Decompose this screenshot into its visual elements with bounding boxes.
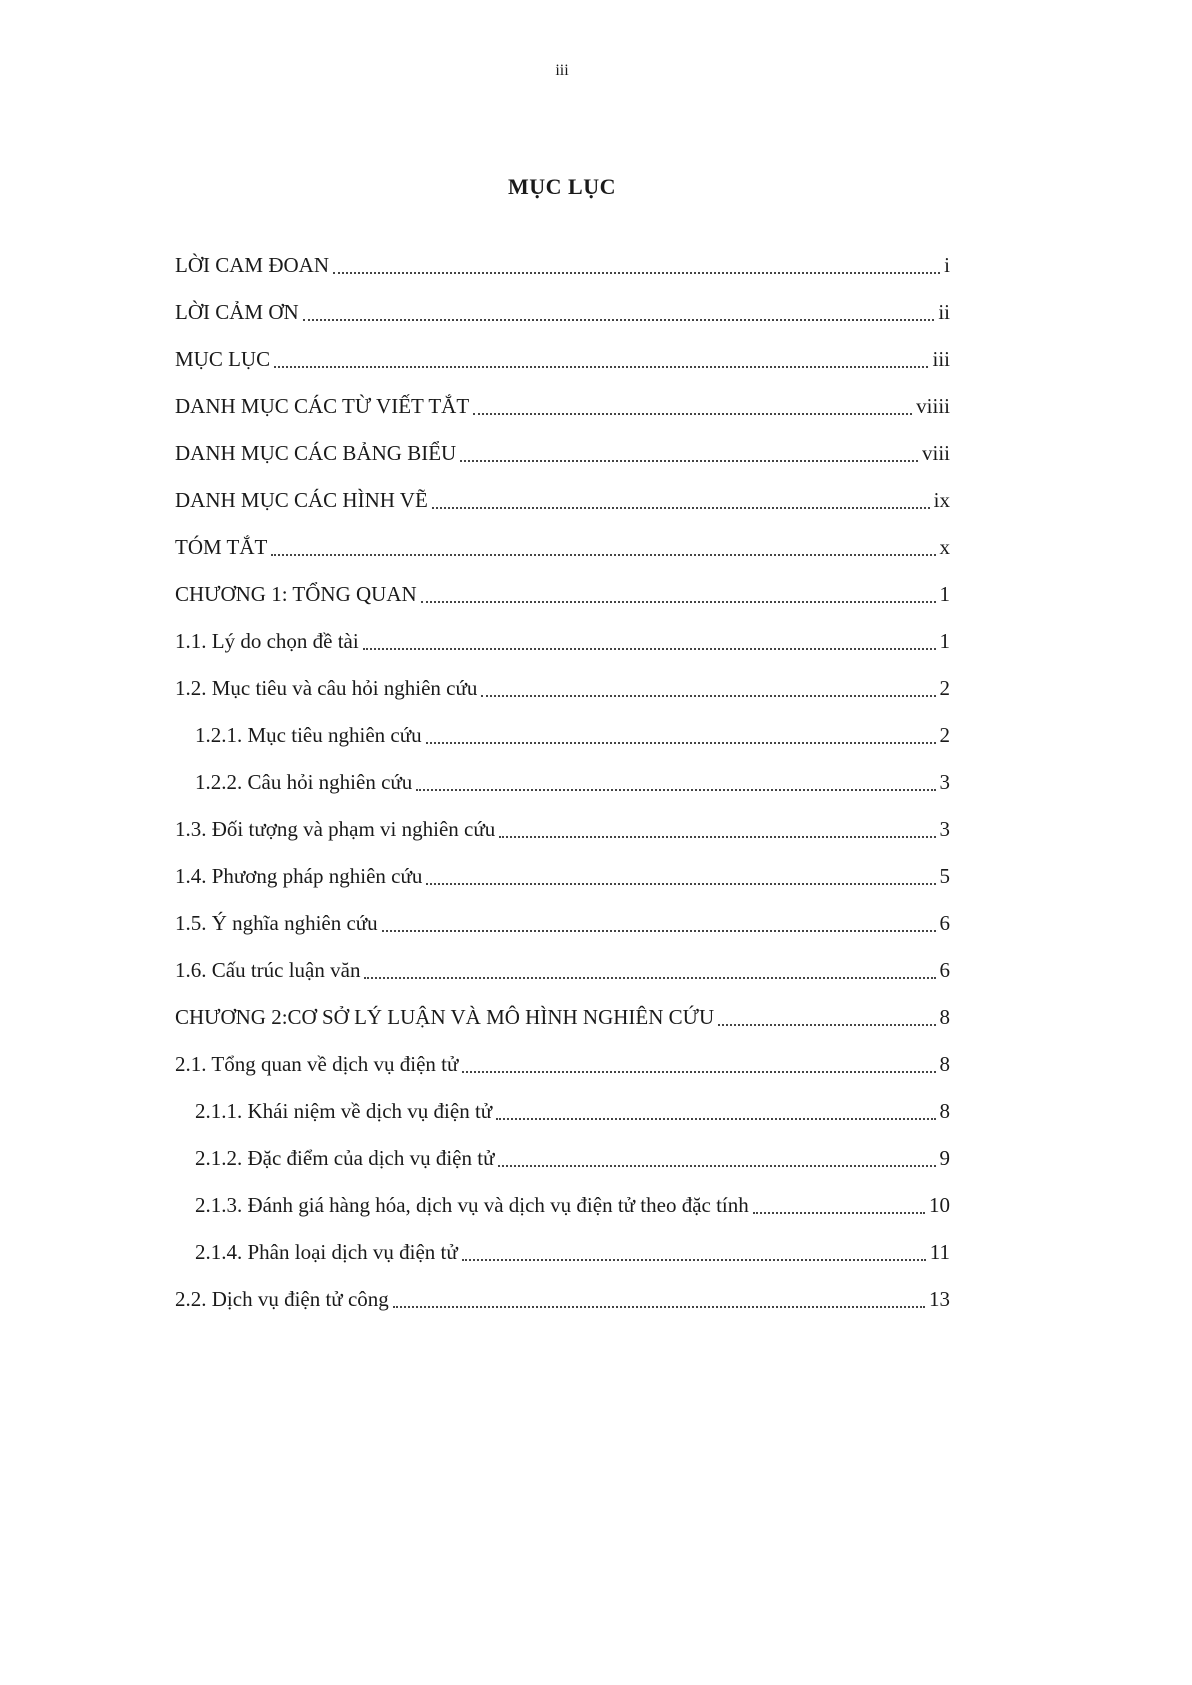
toc-dot-leader [301,297,937,327]
toc-entry-page: 3 [939,817,950,841]
toc-dot-leader [380,908,938,938]
table-of-contents [175,250,950,1331]
toc-entry-page: 13 [929,1287,950,1311]
toc-entry[interactable] [175,485,950,532]
toc-entry[interactable] [175,626,950,673]
toc-entry-page: viiii [916,394,950,418]
toc-entry-page: 11 [929,1240,950,1264]
toc-entry-page: ii [938,300,950,324]
toc-entry-label: 1.2.2. Câu hỏi nghiên cứu [195,767,414,797]
toc-entry-page: 8 [939,1005,950,1029]
toc-entry-label: 1.6. Cấu trúc luận văn [175,955,362,985]
toc-entry[interactable] [175,1002,950,1049]
toc-entry-page: 1 [939,629,950,653]
toc-entry[interactable] [175,1237,950,1284]
toc-entry-label: DANH MỤC CÁC TỪ VIẾT TẮT [175,391,471,421]
toc-dot-leader [479,673,937,703]
toc-entry-page: 6 [939,911,950,935]
toc-entry-page: 10 [929,1193,950,1217]
toc-entry-page: viii [921,441,950,465]
toc-entry-label: 2.2. Dịch vụ điện tử công [175,1284,391,1314]
toc-entry[interactable] [175,814,950,861]
toc-entry[interactable] [175,908,950,955]
toc-dot-leader [419,579,938,609]
toc-entry-label: CHƯƠNG 2:CƠ SỞ LÝ LUẬN VÀ MÔ HÌNH NGHIÊN CỨU [175,1002,716,1032]
toc-entry-label: 2.1. Tổng quan về dịch vụ điện tử [175,1049,460,1079]
toc-entry-page: 1 [939,582,950,606]
toc-entry[interactable] [175,391,950,438]
toc-entry[interactable] [175,955,950,1002]
toc-entry-page: i [944,253,950,277]
toc-dot-leader [497,814,937,844]
toc-entry[interactable] [175,1284,950,1331]
toc-entry[interactable] [175,250,950,297]
toc-entry[interactable] [175,1143,950,1190]
toc-dot-leader [331,250,942,280]
toc-entry-label: 2.1.3. Đánh giá hàng hóa, dịch vụ và dịch vụ điện tử theo đặc tính [195,1190,751,1220]
toc-entry[interactable] [175,438,950,485]
toc-entry-page: 8 [939,1052,950,1076]
toc-entry-label: 1.5. Ý nghĩa nghiên cứu [175,908,380,938]
toc-entry[interactable] [175,720,950,767]
toc-entry-label: 1.4. Phương pháp nghiên cứu [175,861,424,891]
toc-entry[interactable] [175,579,950,626]
toc-entry[interactable] [175,532,950,579]
toc-entry-label: 1.2. Mục tiêu và câu hỏi nghiên cứu [175,673,479,703]
toc-entry-page: 2 [939,676,950,700]
toc-dot-leader [460,1237,928,1267]
toc-entry[interactable] [175,1049,950,1096]
toc-dot-leader [458,438,920,468]
toc-entry-page: 3 [939,770,950,794]
toc-entry-label: 2.1.2. Đặc điểm của dịch vụ điện tử [195,1143,496,1173]
toc-entry-label: 2.1.4. Phân loại dịch vụ điện tử [195,1237,460,1267]
toc-dot-leader [496,1143,937,1173]
toc-dot-leader [391,1284,927,1314]
toc-entry-label: DANH MỤC CÁC BẢNG BIỂU [175,438,458,468]
toc-entry[interactable] [175,767,950,814]
toc-entry-page: 9 [939,1146,950,1170]
page-number: iii [555,62,569,79]
toc-entry-label: LỜI CAM ĐOAN [175,250,331,280]
toc-entry-page: x [939,535,950,559]
toc-entry-label: 1.2.1. Mục tiêu nghiên cứu [195,720,424,750]
toc-entry-page: iii [932,347,950,371]
toc-entry-label: CHƯƠNG 1: TỔNG QUAN [175,579,419,609]
toc-dot-leader [424,720,938,750]
toc-entry-label: 1.3. Đối tượng và phạm vi nghiên cứu [175,814,497,844]
toc-entry-page: ix [933,488,950,512]
toc-dot-leader [361,626,938,656]
toc-entry[interactable] [175,344,950,391]
toc-dot-leader [269,532,937,562]
toc-dot-leader [424,861,937,891]
toc-entry-label: 2.1.1. Khái niệm về dịch vụ điện tử [195,1096,494,1126]
toc-entry[interactable] [175,861,950,908]
toc-entry-label: MỤC LỤC [175,344,272,374]
toc-entry-page: 2 [939,723,950,747]
toc-dot-leader [272,344,930,374]
toc-entry-page: 6 [939,958,950,982]
toc-dot-leader [716,1002,937,1032]
toc-dot-leader [460,1049,937,1079]
toc-dot-leader [414,767,937,797]
toc-entry-page: 8 [939,1099,950,1123]
toc-entry-label: DANH MỤC CÁC HÌNH VẼ [175,485,430,515]
toc-entry[interactable] [175,1096,950,1143]
toc-entry[interactable] [175,673,950,720]
toc-dot-leader [362,955,937,985]
toc-entry-page: 5 [939,864,950,888]
toc-entry[interactable] [175,297,950,344]
toc-dot-leader [751,1190,927,1220]
toc-entry-label: LỜI CẢM ƠN [175,297,301,327]
toc-dot-leader [471,391,914,421]
toc-dot-leader [430,485,932,515]
toc-entry[interactable] [175,1190,950,1237]
toc-entry-label: TÓM TẮT [175,532,269,562]
toc-title: MỤC LỤC [508,174,616,199]
toc-entry-label: 1.1. Lý do chọn đề tài [175,626,361,656]
toc-dot-leader [494,1096,937,1126]
